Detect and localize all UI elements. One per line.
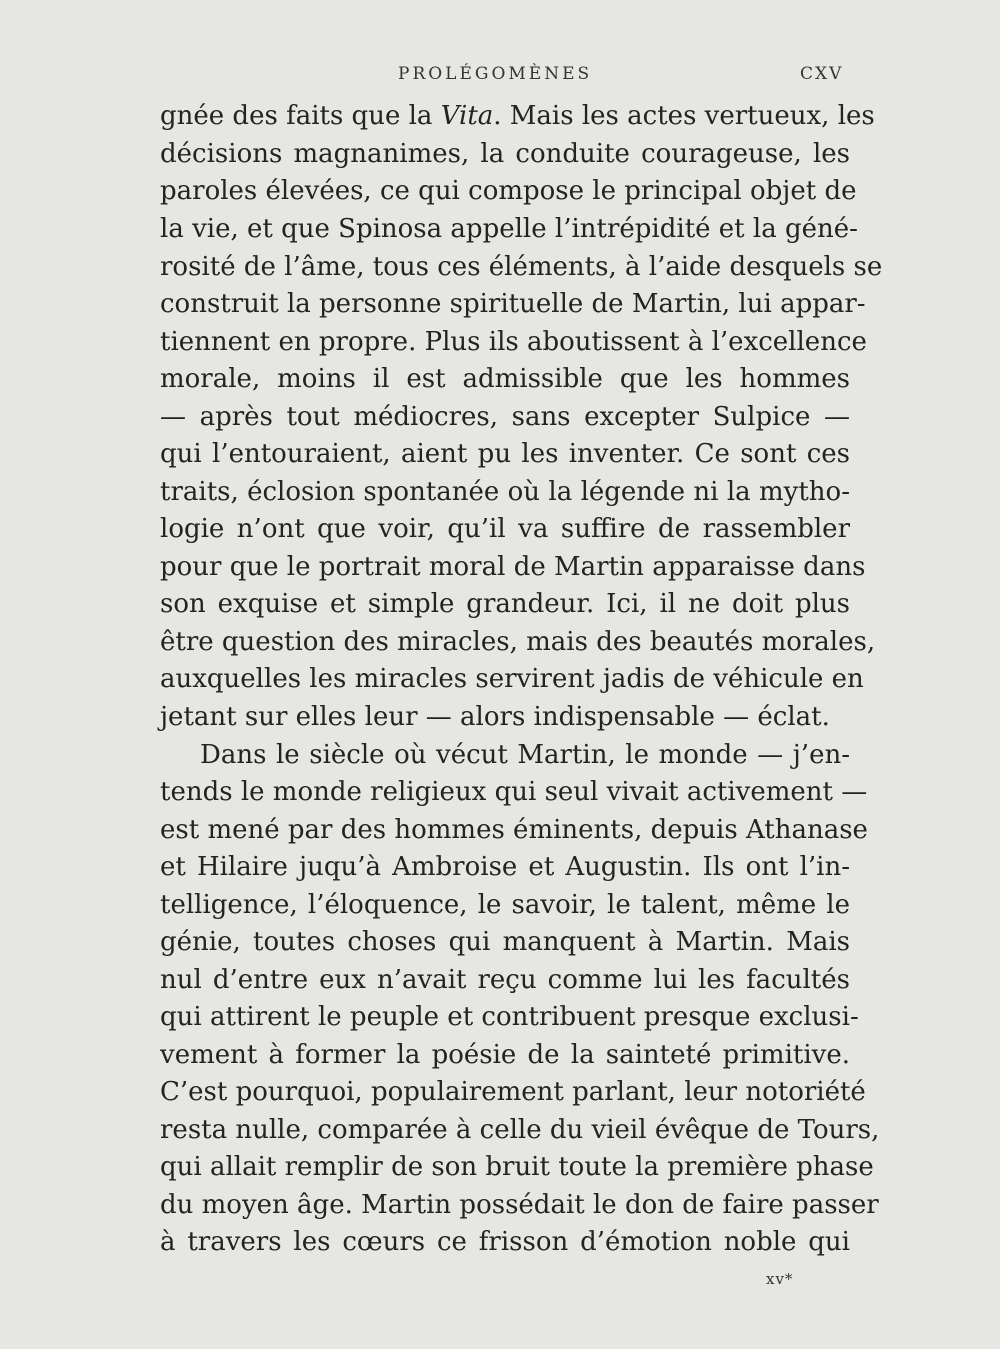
text-line-6: construit la personne spirituelle de Martin, lui appar- bbox=[160, 289, 866, 319]
text-line-7: tiennent en propre. Plus ils aboutissent à l’excellence bbox=[160, 327, 867, 357]
text-line-3: paroles élevées, ce qui compose le principal objet de bbox=[160, 176, 857, 206]
text-line-22: telligence, l’éloquence, le savoir, le talent, même le bbox=[160, 890, 850, 920]
text-line-26: vement à former la poésie de la sainteté primitive. bbox=[160, 1040, 850, 1070]
signature-mark: xv* bbox=[766, 1270, 794, 1288]
text-line-29: qui allait remplir de son bruit toute la première phase bbox=[160, 1152, 874, 1182]
text-line-23: génie, toutes choses qui manquent à Martin. Mais bbox=[160, 927, 850, 957]
text-line-5: rosité de l’âme, tous ces éléments, à l’aide desquels se bbox=[160, 252, 883, 282]
text-line-25: qui attirent le peuple et contribuent presque exclusi- bbox=[160, 1002, 859, 1032]
text-line-10: qui l’entouraient, aient pu les inventer. Ce sont ces bbox=[160, 439, 850, 469]
text-line-12: logie n’ont que voir, qu’il va suffire de rassembler bbox=[160, 514, 850, 544]
text-line-18: Dans le siècle où vécut Martin, le monde — j’en- bbox=[200, 740, 850, 770]
text-line-8: morale, moins il est admissible que les hommes bbox=[160, 364, 850, 394]
text-line-24: nul d’entre eux n’avait reçu comme lui les facultés bbox=[160, 965, 850, 995]
text-line-17: jetant sur elles leur — alors indispensable — éclat. bbox=[160, 702, 830, 732]
text-line-1: gnée des faits que la Vita. Mais les actes vertueux, les bbox=[160, 101, 875, 131]
text-line-28: resta nulle, comparée à celle du vieil évêque de Tours, bbox=[160, 1115, 880, 1145]
text-line-16: auxquelles les miracles servirent jadis de véhicule en bbox=[160, 664, 864, 694]
text-line-11: traits, éclosion spontanée où la légende ni la mytho- bbox=[160, 477, 850, 507]
text-line-15: être question des miracles, mais des beautés morales, bbox=[160, 627, 876, 657]
text-line-27: C’est pourquoi, populairement parlant, leur notoriété bbox=[160, 1077, 866, 1107]
text-line-9: — après tout médiocres, sans excepter Sulpice — bbox=[160, 402, 850, 432]
text-line-19: tends le monde religieux qui seul vivait activement — bbox=[160, 777, 868, 807]
page-number: CXV bbox=[800, 64, 844, 84]
text-line-30: du moyen âge. Martin possédait le don de faire passer bbox=[160, 1190, 879, 1220]
text-line-14: son exquise et simple grandeur. Ici, il ne doit plus bbox=[160, 589, 850, 619]
text-line-20: est mené par des hommes éminents, depuis Athanase bbox=[160, 815, 868, 845]
text-line-2: décisions magnanimes, la conduite courageuse, les bbox=[160, 139, 850, 169]
text-line-31: à travers les cœurs ce frisson d’émotion noble qui bbox=[160, 1227, 850, 1257]
text-line-21: et Hilaire juqu’à Ambroise et Augustin. Ils ont l’in- bbox=[160, 852, 850, 882]
text-line-13: pour que le portrait moral de Martin apparaisse dans bbox=[160, 552, 866, 582]
running-title: PROLÉGOMÈNES bbox=[398, 64, 593, 84]
text-line-4: la vie, et que Spinosa appelle l’intrépidité et la géné- bbox=[160, 214, 858, 244]
